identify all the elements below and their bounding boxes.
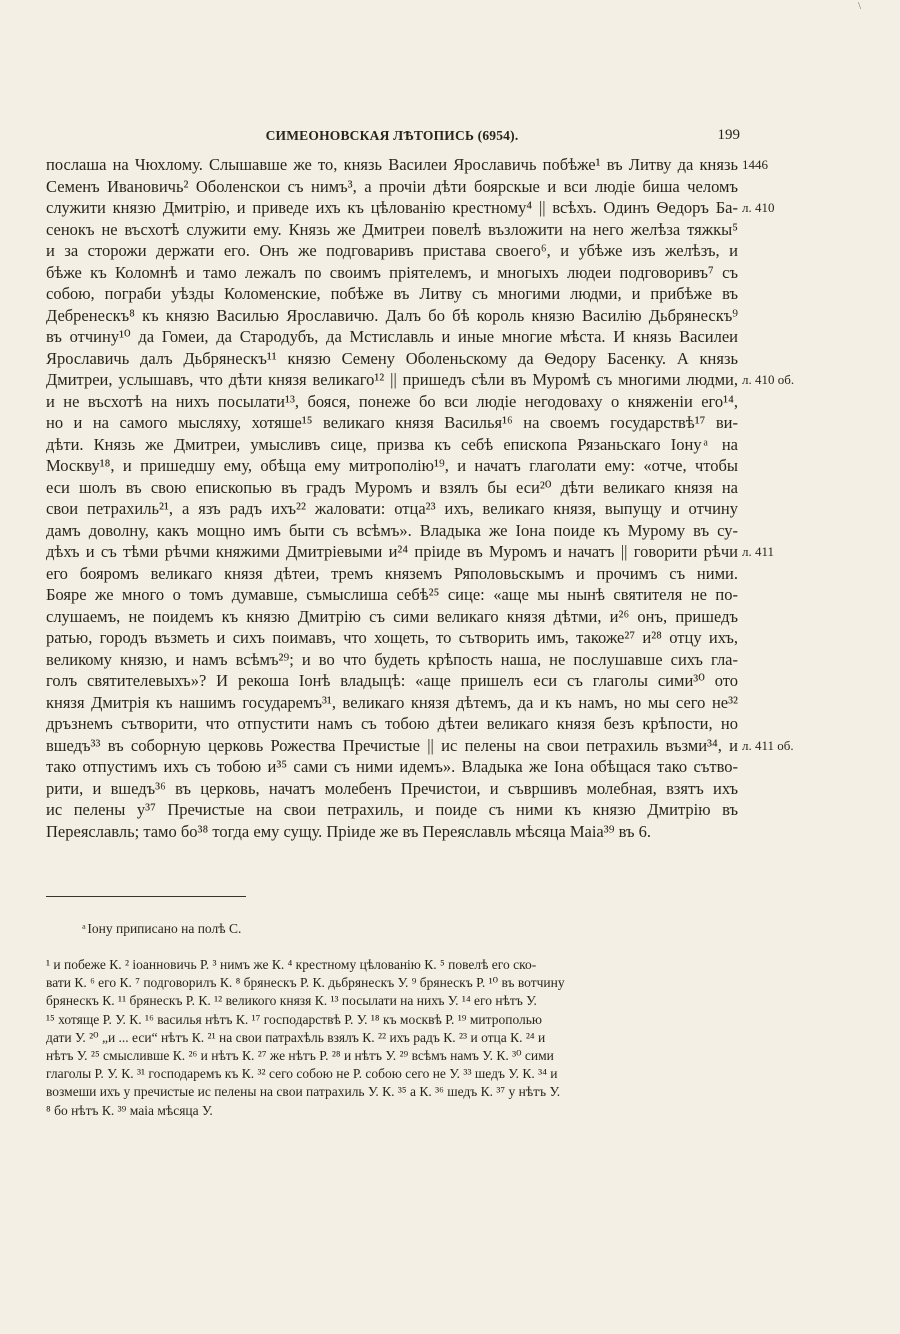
margin-note bbox=[742, 692, 812, 714]
margin-note bbox=[742, 262, 812, 284]
text-line: бѣже къ Коломнѣ и тамо лежалъ по своимъ прiятелемъ, и многыхъ людеи подговоривъ⁷ съ bbox=[46, 262, 738, 282]
text-line: вшедъ³³ въ соборную церковь Рожества Пречистые || ис пелены на свои петрахиль възми³⁴, и bbox=[46, 735, 738, 755]
margin-note: л. 411 об. bbox=[742, 737, 794, 753]
footnote-line: брянескъ К. ¹¹ брянескъ Р. К. ¹² великого князя К. ¹³ посылати на нихъ У. ¹⁴ его нѣтъ У. bbox=[46, 993, 537, 1009]
text-line: ратью, городъ възметь и сихъ поимавъ, что хощеть, то сътворить имъ, такоже²⁷ и²⁸ отцу ихъ, bbox=[46, 628, 738, 647]
footnote-line: вати К. ⁶ его К. ⁷ подговорилъ К. ⁸ брянескъ Р. К. дьбрянескъ У. ⁹ брянескъ Р. ¹⁰ въ вотчину bbox=[46, 975, 565, 991]
text-line: Дебренескъ⁸ къ князю Василью Ярославичю. Далъ бо бѣ король князю Василiю Дьбрянескъ⁹ bbox=[46, 305, 738, 325]
text-line: дѣхъ и съ тѣми рѣчми княжими Дмитрiевыми и²⁴ прiиде въ Муромъ и начатъ || говорити рѣчи bbox=[46, 542, 738, 561]
margin-note bbox=[742, 455, 812, 477]
footnote-line: возмеши ихъ у пречистые ис пелены на свои патрахиль У. К. ³⁵ а К. ³⁶ шедъ К. ³⁷ у нѣтъ У. bbox=[46, 1084, 561, 1100]
margin-note bbox=[742, 326, 812, 348]
text-line: великому князю, и намъ всѣмъ²⁹; и во что будеть крѣпость наша, не послушавше сихъ гла- bbox=[46, 649, 738, 669]
footnote-line: ⁸ бо нѣтъ К. ³⁹ маiа мѣсяца У. bbox=[46, 1102, 213, 1118]
text-line: еси шолъ въ свою епископью въ градъ Муромъ и взялъ бы еси²⁰ дѣти великаго князя на bbox=[46, 477, 738, 497]
margin-note bbox=[742, 176, 812, 198]
margin-note bbox=[742, 713, 812, 735]
margin-notes bbox=[742, 154, 812, 842]
corner-mark: \ bbox=[858, 0, 862, 12]
margin-note bbox=[742, 584, 812, 606]
text-line: служити князю Дмитрiю, и приведе ихъ къ цѣлованiю крестному⁴ || всѣхъ. Одинъ Ѳедоръ Ба- bbox=[46, 198, 738, 217]
margin-note bbox=[742, 649, 812, 671]
margin-note bbox=[742, 778, 812, 800]
text-line: слушаемъ, не поидемъ къ князю Дмитрiю съ сими великаго князя дѣтми, и²⁶ онъ, пришедъ bbox=[46, 606, 738, 626]
footnote-line: ¹ и побеже К. ² iоанновичь Р. ³ нимъ же К. ⁴ крестному цѣлованiю К. ⁵ повелѣ его ско- bbox=[46, 957, 537, 972]
text-line: ис пелены у³⁷ Пречистые на свои петрахиль, и поиде съ ними къ князю Дмитрiю въ bbox=[46, 800, 738, 819]
text-line: но и на самого мысляху, хотяше¹⁵ великаго князя Василья¹⁶ на своемъ государствѣ¹⁷ ви- bbox=[46, 413, 738, 432]
text-line: Москву¹⁸, и пришедшу ему, обѣща ему митрополiю¹⁹, и начатъ глаголати ему: «отче, чтобы bbox=[46, 456, 738, 475]
footnote-line: глаголы Р. У. К. ³¹ господаремъ къ К. ³² сего собою не Р. собою сего не У. ³³ шедъ У. К. ³⁴ и bbox=[46, 1066, 558, 1082]
text-line: Дмитреи, услышавъ, что дѣти князя великаго¹² || пришедъ сѣли въ Муромѣ съ многими людми, bbox=[46, 370, 738, 389]
margin-note bbox=[742, 412, 812, 434]
text-line: собою, пограби уѣзды Коломенские, побѣже въ Литву съ многими людми, и прибѣже въ bbox=[46, 284, 738, 303]
margin-note bbox=[742, 283, 812, 305]
text-line: Бояре же много о томъ думавше, съмыслиша себѣ²⁵ сице: «аще мы нынѣ святителя не по- bbox=[46, 585, 738, 604]
margin-note bbox=[742, 821, 812, 843]
margin-note bbox=[742, 799, 812, 821]
margin-note bbox=[742, 563, 812, 585]
margin-note bbox=[742, 391, 812, 413]
margin-note bbox=[742, 670, 812, 692]
text-line: Ярославичь далъ Дьбрянескъ¹¹ князю Семену Оболеньскому да Ѳедору Басенку. А князь bbox=[46, 348, 738, 368]
margin-note bbox=[742, 434, 812, 456]
main-text bbox=[46, 154, 738, 842]
margin-note bbox=[742, 606, 812, 628]
margin-note bbox=[742, 498, 812, 520]
footnote-line: ¹⁵ хотяще Р. У. К. ¹⁶ василья нѣтъ К. ¹⁷ господарствѣ Р. У. ¹⁸ къ москвѣ Р. ¹⁹ митрополью bbox=[46, 1011, 542, 1027]
text-line: дръзнемъ сътворити, что отпустити намъ съ тобою дѣтеи великаго князя безъ крѣпости, но bbox=[46, 714, 738, 733]
margin-note bbox=[742, 477, 812, 499]
margin-note bbox=[742, 520, 812, 542]
text-line: его бояромъ великаго князя дѣтеи, тремъ княземъ Ряполовьскымъ и прочимъ съ ними. bbox=[46, 563, 738, 583]
text-line: Переяславль; тамо бо³⁸ тогда ему сущу. Прiиде же въ Переяславль мѣсяца Маiа³⁹ въ 6. bbox=[46, 821, 651, 841]
text-line: тако отпустимъ ихъ съ тобою и³⁵ сами съ ними идемъ». Владыка же Iона обѣщася тако сътво- bbox=[46, 757, 738, 776]
margin-note: л. 410 об. bbox=[742, 372, 795, 387]
text-line: и за сторожи держати его. Онъ же подговаривъ пристава своего⁶, и убѣже изъ желѣзъ, и bbox=[46, 241, 738, 260]
margin-note bbox=[742, 756, 812, 778]
text-line: въ отчину¹⁰ да Гомеи, да Стародубъ, да Мстиславль и иные многие мѣста. И князь Василеи bbox=[46, 327, 738, 346]
footnote-rule bbox=[46, 896, 246, 897]
text-line: сенокъ не въсхотѣ служити ему. Князь же Дмитреи повелѣ възложити на него желѣза тяжкы⁵ bbox=[46, 219, 738, 239]
text-line: дамъ доволну, какъ мощно имъ быти съ всѣмъ». Владыка же Iона поиде къ Мурому въ су- bbox=[46, 520, 738, 540]
text-line: голъ святителевыхъ»? И рекоша Iонѣ владыцѣ: «аще пришелъ еси съ глаголы сими³⁰ ото bbox=[46, 671, 738, 690]
page-number: 199 bbox=[717, 127, 740, 143]
text-line: послаша на Чюхлому. Слышавше же то, князь Василеи Ярославичь побѣже¹ въ Литву да князь bbox=[46, 155, 738, 174]
margin-note bbox=[742, 219, 812, 241]
footnote-line: дати У. ²⁰ „и ... еси“ нѣтъ К. ²¹ на свои патрахѣль взялъ К. ²² ихъ радъ К. ²³ и отца К. ²⁴ и bbox=[46, 1029, 546, 1045]
margin-note bbox=[742, 305, 812, 327]
margin-note bbox=[742, 348, 812, 370]
text-line: князя Дмитрiя къ нашимъ государемъ³¹, великаго князя дѣтемъ, да и къ намъ, но мы сего не³² bbox=[46, 692, 738, 712]
margin-note bbox=[742, 240, 812, 262]
text-line: Семенъ Ивановичь² Оболенскои съ нимъ³, а прочiи дѣти боярскые и вси людiе биша челомъ bbox=[46, 176, 738, 196]
margin-note: 1446 bbox=[742, 157, 768, 172]
critical-note: ͣ Iону приписано на полѣ С. bbox=[84, 921, 242, 936]
margin-note bbox=[742, 627, 812, 649]
margin-note: л. 410 bbox=[742, 200, 775, 215]
running-head: СИМЕОНОВСКАЯ ЛѢТОПИСЬ (6954). bbox=[265, 128, 519, 143]
text-line: дѣти. Князь же Дмитреи, умысливъ сице, призва къ себѣ епископа Рязаньскаго Iону ͣ на bbox=[46, 434, 738, 454]
text-line: рити, и вшедъ³⁶ въ церковь, начатъ молебенъ Пречистои, и съвршивъ молебная, взятъ ихъ bbox=[46, 778, 738, 798]
footnotes bbox=[46, 956, 738, 1120]
footnote-line: нѣтъ У. ²⁵ смысливше К. ²⁶ и нѣтъ К. ²⁷ же нѣтъ Р. ²⁸ и нѣтъ У. ²⁹ всѣмъ намъ У. К. ³⁰ сими bbox=[46, 1047, 554, 1063]
margin-note: л. 411 bbox=[742, 544, 775, 559]
text-line: свои петрахиль²¹, а язъ радъ ихъ²² жаловати: отца²³ ихъ, великаго князя, выпущу и отчину bbox=[46, 499, 738, 518]
text-line: и не въсхотѣ на нихъ посылати¹³, бояся, понеже бо вси людiе негодоваху о княженiи его¹⁴, bbox=[46, 391, 738, 411]
